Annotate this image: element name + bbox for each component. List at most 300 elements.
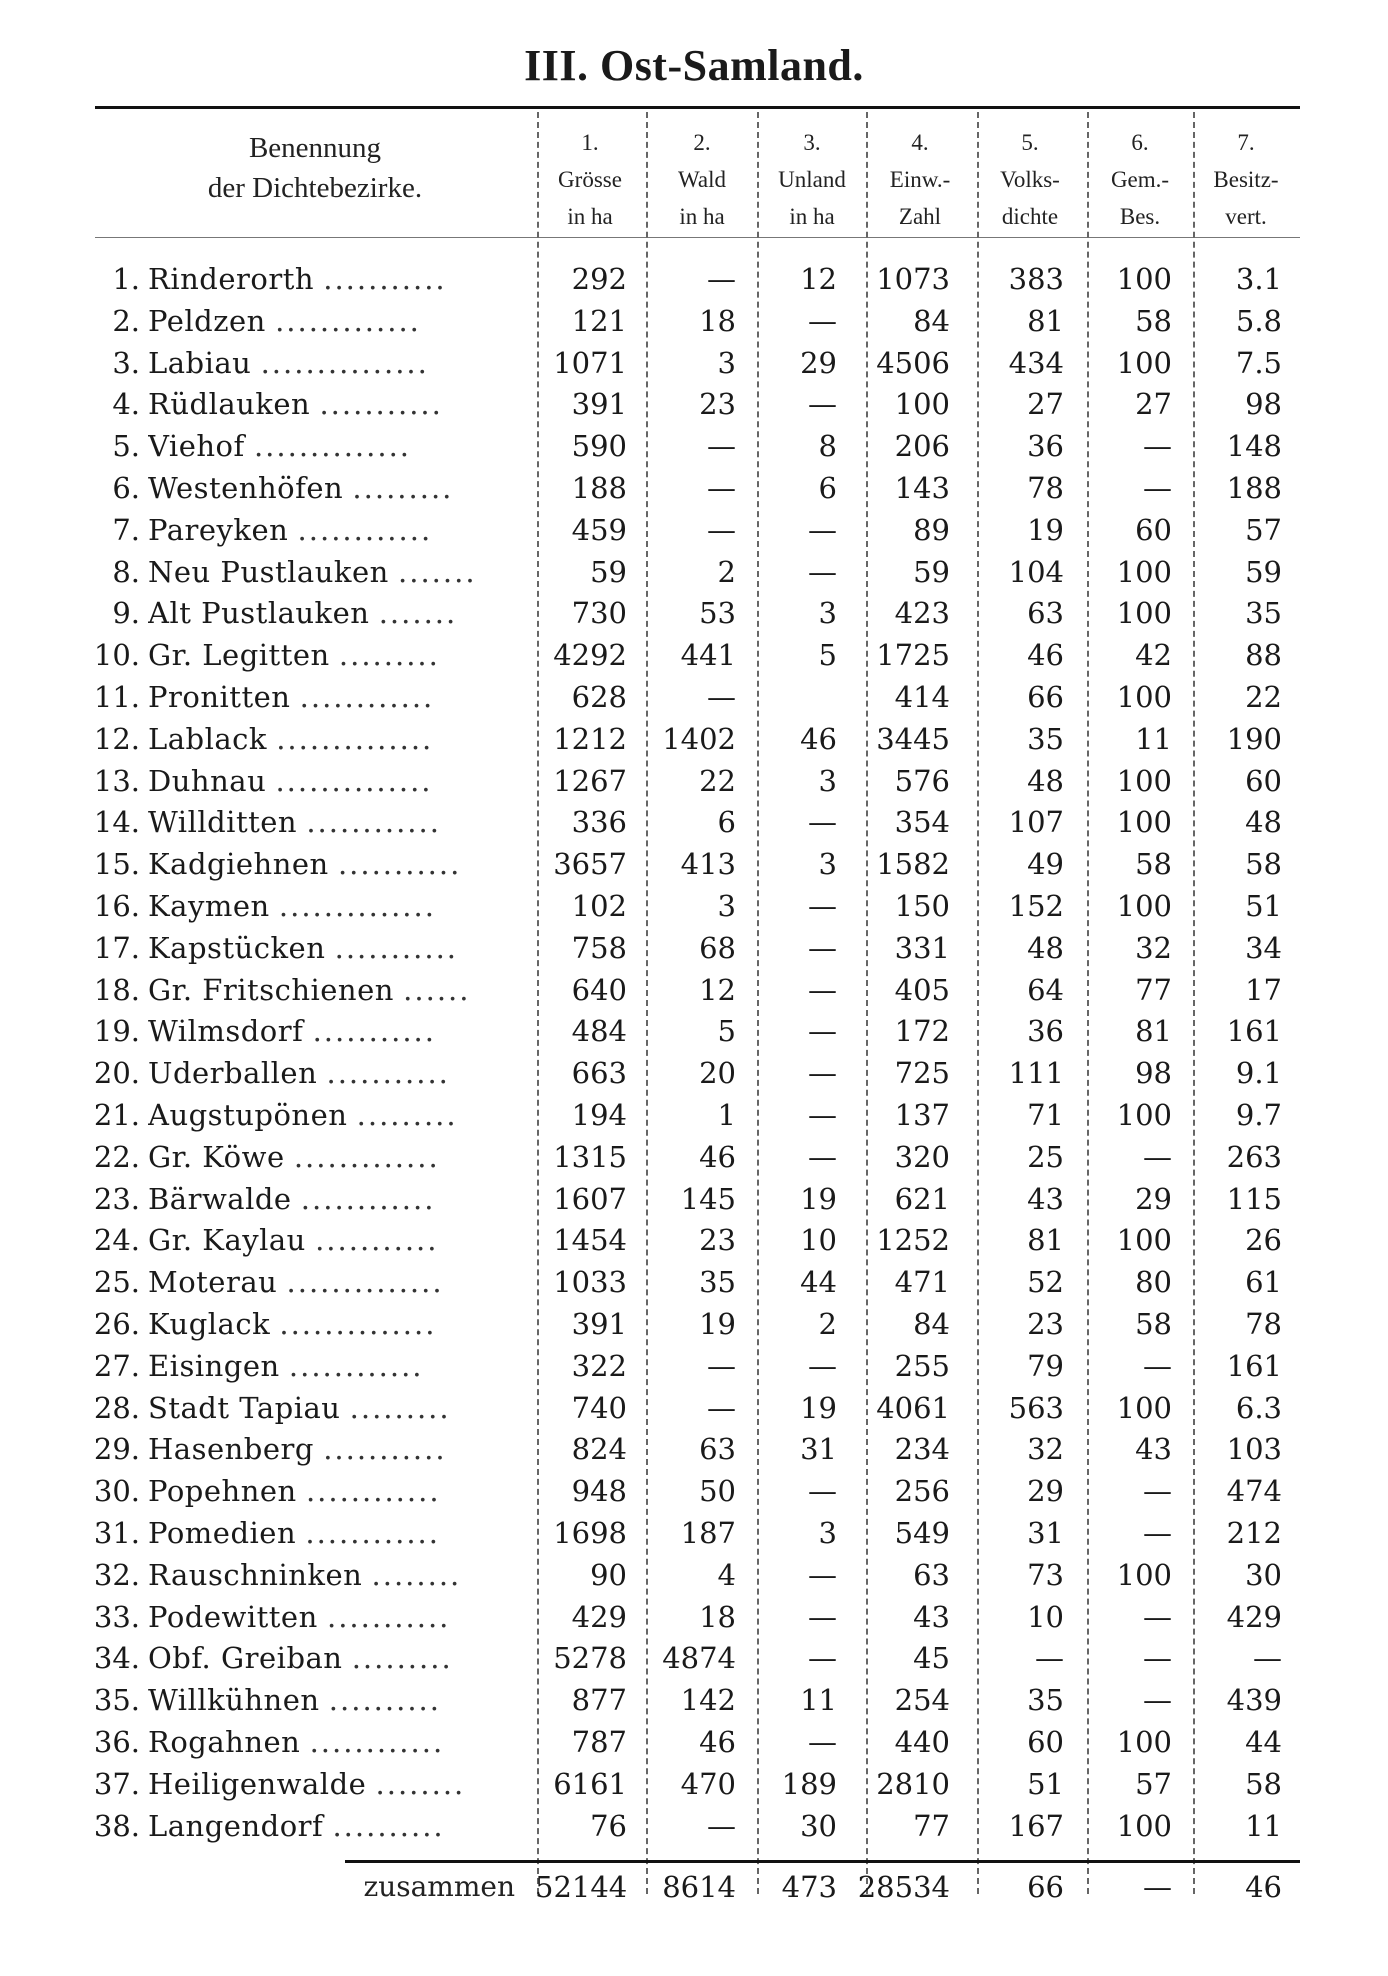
header-name-column xyxy=(120,128,510,208)
table-row xyxy=(0,927,1388,969)
district-name-cell xyxy=(148,885,518,927)
cell-forest: 470 xyxy=(680,1766,736,1801)
district-name-cell xyxy=(148,1010,518,1052)
cell-size: 824 xyxy=(571,1432,627,1467)
cell-population: 320 xyxy=(894,1139,950,1174)
cell-communal: 100 xyxy=(1116,345,1172,380)
cell-density: 29 xyxy=(1027,1474,1064,1509)
district-name-cell xyxy=(148,1178,518,1220)
cell-density: 35 xyxy=(1027,1683,1064,1718)
district-name: Podewitten xyxy=(148,1599,318,1634)
district-name-cell xyxy=(148,509,518,551)
cell-forest: 23 xyxy=(699,387,736,422)
row-number: 35. xyxy=(93,1683,140,1718)
cell-wasteland: — xyxy=(808,972,837,1007)
cell-wasteland: — xyxy=(808,303,837,338)
cell-size: 1033 xyxy=(553,1265,627,1300)
district-name-cell xyxy=(148,760,518,802)
table-row xyxy=(0,509,1388,551)
cell-density: 51 xyxy=(1027,1766,1064,1801)
cell-forest: 46 xyxy=(699,1139,736,1174)
cell-forest: 46 xyxy=(699,1725,736,1759)
header-col-7 xyxy=(1196,124,1296,235)
cell-population: 77 xyxy=(913,1808,950,1843)
total-population: 28534 xyxy=(857,1870,950,1904)
leader-dots: .............. xyxy=(253,429,412,464)
table-row xyxy=(0,1679,1388,1721)
cell-wasteland: — xyxy=(808,1641,837,1676)
cell-forest: 413 xyxy=(680,847,736,882)
cell-distribution: 188 xyxy=(1226,471,1282,505)
leader-dots: ......... xyxy=(351,1641,453,1676)
cell-wasteland: — xyxy=(808,1599,837,1634)
leader-dots: ............ xyxy=(306,805,441,840)
cell-population: 254 xyxy=(894,1683,950,1718)
table-row xyxy=(0,760,1388,802)
cell-forest: — xyxy=(707,512,736,547)
cell-population: 1582 xyxy=(876,847,950,882)
cell-density: 27 xyxy=(1027,387,1064,422)
leader-dots: ............ xyxy=(299,680,435,714)
row-number: 30. xyxy=(93,1474,140,1509)
cell-density: 10 xyxy=(1027,1599,1064,1634)
cell-forest: 145 xyxy=(680,1181,736,1216)
row-number: 24. xyxy=(93,1223,140,1258)
district-name: Duhnau xyxy=(148,763,267,798)
district-name: Popehnen xyxy=(148,1474,297,1509)
table-row xyxy=(0,1303,1388,1345)
district-name-cell xyxy=(148,1554,518,1596)
district-name-cell xyxy=(148,342,518,384)
cell-wasteland: 19 xyxy=(800,1390,837,1425)
district-name: Eisingen xyxy=(148,1348,280,1383)
cell-size: 391 xyxy=(571,387,627,422)
cell-forest: — xyxy=(707,429,736,464)
row-number: 34. xyxy=(93,1641,140,1676)
cell-wasteland: — xyxy=(808,387,837,422)
leader-dots: ........ xyxy=(375,1766,466,1801)
district-name-cell xyxy=(148,1512,518,1554)
cell-size: 188 xyxy=(571,471,627,505)
cell-population: 440 xyxy=(894,1725,950,1759)
district-name: Labiau xyxy=(148,345,252,380)
cell-forest: 63 xyxy=(699,1432,736,1467)
cell-population: 59 xyxy=(913,554,950,589)
cell-wasteland: 29 xyxy=(800,345,837,380)
header-col-4-line2: Zahl xyxy=(898,204,942,229)
cell-forest: 18 xyxy=(699,303,736,338)
leader-dots: ........ xyxy=(371,1557,462,1592)
table-row xyxy=(0,592,1388,634)
leader-dots: .............. xyxy=(278,889,436,923)
cell-communal: 100 xyxy=(1116,889,1172,923)
cell-forest: 187 xyxy=(680,1516,736,1550)
district-name-cell xyxy=(148,634,518,676)
header-rule xyxy=(95,237,1300,238)
cell-communal: 100 xyxy=(1116,1098,1172,1132)
row-number: 15. xyxy=(93,847,140,882)
leader-dots: ......... xyxy=(349,1390,451,1425)
cell-density: 19 xyxy=(1027,512,1064,547)
table-row xyxy=(0,1721,1388,1763)
table-row xyxy=(0,342,1388,384)
cell-size: 292 xyxy=(571,262,627,296)
row-number: 8. xyxy=(112,554,140,589)
header-col-6-num: 6. xyxy=(1131,130,1149,155)
cell-communal: 58 xyxy=(1135,1307,1172,1341)
leader-dots: ........... xyxy=(337,847,462,882)
cell-distribution: 26 xyxy=(1245,1223,1282,1258)
header-col-6-line1: Gem.- xyxy=(1110,167,1170,192)
district-name: Willditten xyxy=(148,805,298,840)
cell-communal: 100 xyxy=(1116,554,1172,589)
cell-communal: 98 xyxy=(1135,1056,1172,1091)
leader-dots: .............. xyxy=(276,721,434,756)
cell-distribution: 61 xyxy=(1245,1265,1282,1300)
leader-dots: .......... xyxy=(328,1683,441,1718)
header-col-4 xyxy=(870,124,970,235)
cell-distribution: 34 xyxy=(1245,930,1282,965)
cell-wasteland: 3 xyxy=(818,1516,837,1550)
cell-distribution: 212 xyxy=(1226,1516,1282,1550)
header-col-7-line2: vert. xyxy=(1225,204,1267,229)
district-name: Rinderorth xyxy=(148,262,315,296)
district-name: Wilmsdorf xyxy=(148,1014,304,1049)
table-row xyxy=(0,676,1388,718)
cell-distribution: 9.1 xyxy=(1235,1056,1282,1091)
cell-population: 576 xyxy=(894,763,950,798)
cell-wasteland: 5 xyxy=(818,638,837,673)
cell-distribution: 7.5 xyxy=(1235,345,1282,380)
district-name-cell xyxy=(148,1345,518,1387)
cell-size: 194 xyxy=(571,1098,627,1132)
cell-forest: 3 xyxy=(717,889,736,923)
cell-wasteland: — xyxy=(808,1557,837,1592)
cell-wasteland: — xyxy=(808,1056,837,1091)
cell-size: 877 xyxy=(571,1683,627,1718)
cell-population: 150 xyxy=(894,889,950,923)
total-label: zusammen xyxy=(363,1870,515,1903)
leader-dots: ...... xyxy=(403,972,471,1007)
cell-size: 90 xyxy=(590,1557,627,1592)
cell-distribution: 474 xyxy=(1226,1474,1282,1509)
cell-population: 354 xyxy=(894,805,950,840)
cell-communal: 100 xyxy=(1116,262,1172,296)
cell-communal: — xyxy=(1143,471,1172,505)
cell-density: 32 xyxy=(1027,1432,1064,1467)
cell-size: 322 xyxy=(571,1348,627,1383)
total-row xyxy=(0,1866,1388,1908)
cell-forest: — xyxy=(707,262,736,296)
leader-dots: ............ xyxy=(309,1725,445,1759)
district-name-cell xyxy=(148,843,518,885)
cell-size: 4292 xyxy=(553,638,627,673)
district-name-cell xyxy=(148,1596,518,1638)
district-name-cell xyxy=(148,1303,518,1345)
district-name: Kuglack xyxy=(148,1307,271,1341)
cell-density: 35 xyxy=(1027,721,1064,756)
cell-forest: 35 xyxy=(699,1265,736,1300)
cell-population: 549 xyxy=(894,1516,950,1550)
header-name-line2: der Dichtebezirke. xyxy=(207,172,423,204)
cell-communal: 100 xyxy=(1116,1808,1172,1843)
cell-population: 84 xyxy=(913,303,950,338)
cell-distribution: 161 xyxy=(1226,1014,1282,1049)
district-name: Moterau xyxy=(148,1265,278,1300)
cell-wasteland: — xyxy=(808,1139,837,1174)
cell-wasteland: 44 xyxy=(800,1265,837,1300)
table-row xyxy=(0,258,1388,300)
cell-density: 25 xyxy=(1027,1139,1064,1174)
cell-wasteland: — xyxy=(808,1014,837,1049)
row-number: 9. xyxy=(112,596,140,631)
cell-population: 4061 xyxy=(876,1390,950,1425)
cell-density: 31 xyxy=(1027,1516,1064,1550)
row-number: 25. xyxy=(93,1265,140,1300)
district-name: Neu Pustlauken xyxy=(148,554,389,589)
cell-communal: 100 xyxy=(1116,596,1172,631)
district-name-cell xyxy=(148,592,518,634)
row-number: 36. xyxy=(93,1725,140,1759)
district-name: Rauschninken xyxy=(148,1557,363,1592)
header-col-3 xyxy=(762,124,862,235)
cell-communal: — xyxy=(1143,1599,1172,1634)
cell-communal: 58 xyxy=(1135,847,1172,882)
cell-density: 48 xyxy=(1027,763,1064,798)
cell-wasteland: 31 xyxy=(800,1432,837,1467)
cell-size: 484 xyxy=(571,1014,627,1049)
district-name: Kaymen xyxy=(148,889,270,923)
cell-density: 383 xyxy=(1008,262,1064,296)
district-name: Gr. Köwe xyxy=(148,1139,285,1174)
cell-forest: — xyxy=(707,471,736,505)
row-number: 10. xyxy=(93,638,140,673)
row-number: 3. xyxy=(112,345,140,380)
row-number: 20. xyxy=(93,1056,140,1091)
cell-forest: 53 xyxy=(699,596,736,631)
leader-dots: .......... xyxy=(332,1808,445,1843)
district-name-cell xyxy=(148,551,518,593)
cell-size: 59 xyxy=(590,554,627,589)
cell-density: 23 xyxy=(1027,1307,1064,1341)
district-name-cell xyxy=(148,676,518,718)
header-col-2-num: 2. xyxy=(693,130,711,155)
leader-dots: ............ xyxy=(300,1181,436,1216)
cell-population: 43 xyxy=(913,1599,950,1634)
district-name-cell xyxy=(148,425,518,467)
cell-communal: 100 xyxy=(1116,680,1172,714)
cell-density: 46 xyxy=(1027,638,1064,673)
total-distribution: 46 xyxy=(1245,1870,1282,1904)
cell-wasteland: — xyxy=(808,554,837,589)
district-name: Kadgiehnen xyxy=(148,847,329,882)
cell-population: 4506 xyxy=(876,345,950,380)
cell-communal: 32 xyxy=(1135,930,1172,965)
cell-wasteland: 3 xyxy=(818,763,837,798)
cell-forest: 23 xyxy=(699,1223,736,1258)
table-row xyxy=(0,969,1388,1011)
row-number: 23. xyxy=(93,1181,140,1216)
cell-wasteland xyxy=(755,676,837,718)
leader-dots: .............. xyxy=(275,763,433,798)
header-col-1-num: 1. xyxy=(581,130,599,155)
cell-size: 102 xyxy=(571,889,627,923)
cell-population: 234 xyxy=(894,1432,950,1467)
cell-communal: — xyxy=(1143,1641,1172,1676)
district-name: Pareyken xyxy=(148,512,289,547)
cell-forest: 2 xyxy=(717,554,736,589)
header-col-6 xyxy=(1090,124,1190,235)
leader-dots: .............. xyxy=(279,1307,437,1341)
cell-density: 52 xyxy=(1027,1265,1064,1300)
cell-population: 423 xyxy=(894,596,950,631)
leader-dots: ........... xyxy=(327,1599,451,1634)
cell-distribution: 263 xyxy=(1226,1139,1282,1174)
cell-density: 64 xyxy=(1027,972,1064,1007)
cell-forest: 1402 xyxy=(662,721,736,756)
cell-population: 621 xyxy=(894,1181,950,1216)
cell-density: 152 xyxy=(1008,889,1064,923)
cell-wasteland: — xyxy=(808,930,837,965)
cell-communal: 43 xyxy=(1135,1432,1172,1467)
header-col-6-line2: Bes. xyxy=(1119,204,1161,229)
cell-size: 1267 xyxy=(553,763,627,798)
district-name-cell xyxy=(148,1721,518,1763)
leader-dots: ............ xyxy=(305,1474,441,1509)
district-name: Kapstücken xyxy=(148,930,326,965)
cell-distribution: 22 xyxy=(1245,680,1282,714)
cell-communal: — xyxy=(1143,1348,1172,1383)
cell-size: 459 xyxy=(571,512,627,547)
cell-forest: 1 xyxy=(717,1098,736,1132)
cell-communal: 77 xyxy=(1135,972,1172,1007)
cell-density: 73 xyxy=(1027,1557,1064,1592)
cell-communal: — xyxy=(1143,429,1172,464)
cell-communal: 81 xyxy=(1135,1014,1172,1049)
district-name: Rüdlauken xyxy=(148,387,311,422)
cell-distribution: 5.8 xyxy=(1235,303,1282,338)
leader-dots: ........... xyxy=(312,1014,436,1049)
cell-size: 1212 xyxy=(553,721,627,756)
header-col-2-line1: Wald xyxy=(678,167,726,192)
district-name: Lablack xyxy=(148,721,267,756)
cell-forest: 20 xyxy=(699,1056,736,1091)
cell-population: 3445 xyxy=(876,721,950,756)
table-row xyxy=(0,1554,1388,1596)
cell-size: 3657 xyxy=(553,847,627,882)
district-name: Obf. Greiban xyxy=(148,1641,343,1676)
table-row xyxy=(0,843,1388,885)
cell-density: 43 xyxy=(1027,1181,1064,1216)
row-number: 17. xyxy=(93,930,140,965)
cell-size: 121 xyxy=(571,303,627,338)
leader-dots: ........... xyxy=(326,1056,450,1091)
cell-wasteland: 11 xyxy=(800,1683,837,1718)
cell-population: 45 xyxy=(913,1641,950,1676)
leader-dots: ....... xyxy=(378,596,458,631)
cell-distribution: 57 xyxy=(1245,512,1282,547)
cell-communal: — xyxy=(1143,1474,1172,1509)
leader-dots: .............. xyxy=(286,1265,444,1300)
cell-population: 206 xyxy=(894,429,950,464)
cell-density: 71 xyxy=(1027,1098,1064,1132)
cell-distribution: 161 xyxy=(1226,1348,1282,1383)
cell-distribution: 115 xyxy=(1226,1181,1282,1216)
row-number: 13. xyxy=(93,763,140,798)
cell-wasteland: 12 xyxy=(800,262,837,296)
cell-distribution: 30 xyxy=(1245,1557,1282,1592)
row-number: 1. xyxy=(112,262,140,296)
cell-distribution: 439 xyxy=(1226,1683,1282,1718)
cell-wasteland: 2 xyxy=(818,1307,837,1341)
table-row xyxy=(0,1470,1388,1512)
cell-size: 948 xyxy=(571,1474,627,1509)
district-name: Pronitten xyxy=(148,680,291,714)
cell-forest: 142 xyxy=(680,1683,736,1718)
cell-density: 104 xyxy=(1008,554,1064,589)
district-name: Westenhöfen xyxy=(148,471,344,505)
district-name-cell xyxy=(148,801,518,843)
table-row xyxy=(0,1763,1388,1805)
row-number: 26. xyxy=(93,1307,140,1341)
district-name: Stadt Tapiau xyxy=(148,1390,341,1425)
cell-size: 1315 xyxy=(553,1139,627,1174)
cell-communal: — xyxy=(1143,1516,1172,1550)
cell-communal: 100 xyxy=(1116,1725,1172,1759)
table-row xyxy=(0,885,1388,927)
header-col-3-num: 3. xyxy=(803,130,821,155)
cell-population: 1725 xyxy=(876,638,950,673)
row-number: 11. xyxy=(93,680,140,714)
cell-wasteland: — xyxy=(808,805,837,840)
district-name-cell xyxy=(148,1470,518,1512)
district-name: Bärwalde xyxy=(148,1181,292,1216)
table-row xyxy=(0,383,1388,425)
cell-density: 60 xyxy=(1027,1725,1064,1759)
header-col-5 xyxy=(980,124,1080,235)
cell-density: 434 xyxy=(1008,345,1064,380)
district-name-cell xyxy=(148,1136,518,1178)
cell-density: 36 xyxy=(1027,429,1064,464)
row-number: 22. xyxy=(93,1139,140,1174)
row-number: 12. xyxy=(93,721,140,756)
cell-density: 63 xyxy=(1027,596,1064,631)
row-number: 2. xyxy=(112,303,140,338)
cell-wasteland: — xyxy=(808,1098,837,1132)
district-name-cell xyxy=(148,1637,518,1679)
table-row xyxy=(0,1052,1388,1094)
row-number: 14. xyxy=(93,805,140,840)
cell-size: 787 xyxy=(571,1725,627,1759)
header-col-2-line2: in ha xyxy=(679,204,725,229)
cell-size: 1454 xyxy=(553,1223,627,1258)
row-number: 27. xyxy=(93,1348,140,1383)
cell-distribution: 190 xyxy=(1226,721,1282,756)
cell-distribution: 103 xyxy=(1226,1432,1282,1467)
district-name-cell xyxy=(148,969,518,1011)
cell-distribution: 58 xyxy=(1245,1766,1282,1801)
cell-communal: 100 xyxy=(1116,1557,1172,1592)
table-row xyxy=(0,1387,1388,1429)
cell-communal: — xyxy=(1143,1139,1172,1174)
cell-forest: 50 xyxy=(699,1474,736,1509)
district-name-cell xyxy=(148,718,518,760)
district-name: Langendorf xyxy=(148,1808,324,1843)
leader-dots: ......... xyxy=(338,638,440,673)
page-title: III. Ost-Samland. xyxy=(524,41,864,90)
cell-forest: 4874 xyxy=(662,1641,736,1676)
leader-dots: ............. xyxy=(293,1139,440,1174)
